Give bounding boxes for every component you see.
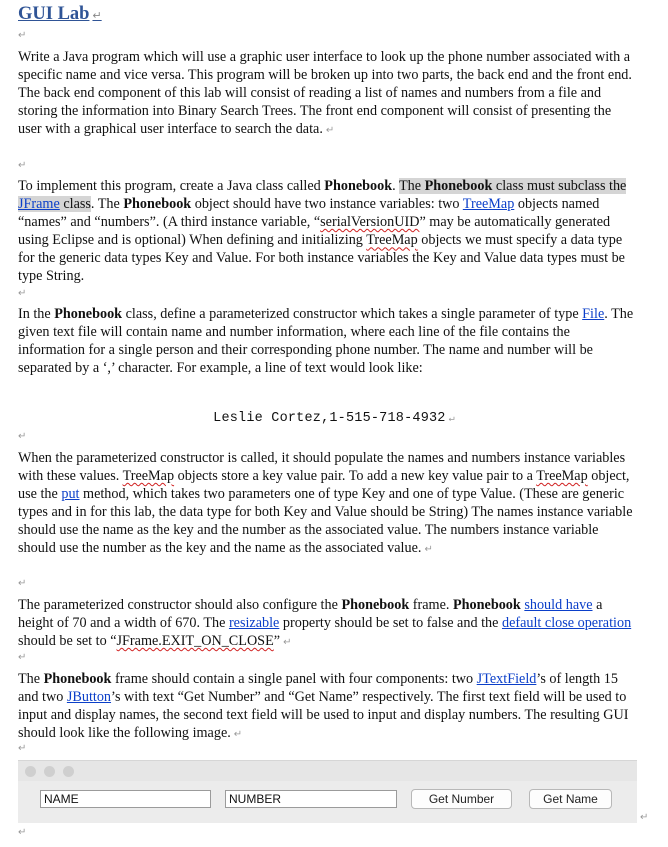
blank-paragraph: ↵ bbox=[18, 30, 27, 41]
paragraph-mark: ↵ bbox=[92, 10, 102, 22]
example-code-line: Leslie Cortez,1-515-718-4932 ↵ bbox=[213, 411, 455, 426]
jframe-link[interactable]: JFrame bbox=[18, 196, 60, 213]
jtextfield-link[interactable]: JTextField bbox=[476, 671, 537, 687]
put-link[interactable]: put bbox=[61, 486, 80, 503]
maximize-window-icon[interactable] bbox=[63, 766, 74, 777]
close-window-icon[interactable] bbox=[25, 766, 36, 777]
default-close-operation-link[interactable]: default close operation bbox=[501, 615, 632, 632]
blank-paragraph: ↵ bbox=[18, 288, 27, 299]
highlighted-requirement: The Phonebook class must subclass the JFrame class bbox=[18, 178, 627, 213]
paragraph-mark: ↵ bbox=[640, 812, 649, 823]
name-text-field[interactable]: NAME bbox=[40, 790, 211, 808]
blank-paragraph: ↵ bbox=[18, 578, 27, 589]
populate-paragraph: When the parameterized constructor is called, it should populate the names and numbers instance variables with these values. TreeMap objects store a key value pair. To add a new key value pair to a TreeMap object, use the put method, which takes two parameters one of type Key and one of type Value. (These are generic types and in for this lab, the data type for both Key and Value should be String) The names instance variable should use the name as the key and the number as the associated value. The numbers instance variable should use the number as the key and the name as the associated value. ↵ bbox=[18, 450, 633, 557]
implementation-paragraph: To implement this program, create a Java class called Phonebook. The Phonebook class must subclass the JFrame class. The Phonebook object should have two instance variables: two TreeMap objects named “names” and “numbers”. (A third instance variable, “serialVersionUID” may be automatically generated using Eclipse and is optional) When defining and initializing TreeMap objects we must specify a data type for the generic data types Key and Value. For both instance variables the Key and Value data types must be type String. bbox=[18, 178, 627, 285]
frame-config-paragraph: The parameterized constructor should also configure the Phonebook frame. Phonebook should have a height of 70 and a width of 670. The resizable property should be set to false and the default close operation should be set to “JFrame.EXIT_ON_CLOSE” ↵ bbox=[18, 597, 632, 650]
document-title bbox=[18, 4, 102, 25]
blank-paragraph: ↵ bbox=[18, 431, 27, 442]
minimize-window-icon[interactable] bbox=[44, 766, 55, 777]
jbutton-link[interactable]: JButton bbox=[66, 689, 112, 706]
file-link[interactable]: File bbox=[582, 306, 605, 322]
should-have-link[interactable]: should have bbox=[524, 597, 593, 613]
resizable-link[interactable]: resizable bbox=[228, 615, 280, 632]
panel-paragraph: The Phonebook frame should contain a single panel with four components: two JTextField’s of length 15 and two JButton’s with text “Get Number” and “Get Name” respectively. The first text field will be used to input and display names, the second text field will be used to input and display numbers. The resulting GUI should look like the following image. ↵ bbox=[18, 671, 629, 742]
get-number-button[interactable]: Get Number bbox=[411, 789, 512, 809]
constructor-paragraph: In the Phonebook class, define a parameterized constructor which takes a single parameter of type File. The given text file will contain name and number information, where each line of the file contains the information for a single person and their corresponding phone number. The name and number will be separated by a ‘,’ character. For example, a line of text would look like: bbox=[18, 306, 634, 377]
treemap-link[interactable]: TreeMap bbox=[462, 196, 515, 213]
blank-paragraph: ↵ bbox=[18, 160, 27, 171]
title-text: GUI Lab bbox=[18, 4, 90, 24]
get-name-button[interactable]: Get Name bbox=[529, 789, 612, 809]
window-titlebar bbox=[18, 761, 637, 781]
blank-paragraph: ↵ bbox=[18, 652, 27, 663]
intro-paragraph: Write a Java program which will use a graphic user interface to look up the phone number associated with a specific name and vice versa. This program will be broken up into two parts, the back end and the front end. The back end component of this lab will consist of reading a list of names and numbers from a file and storing the information into Binary Search Trees. The front end component will consist of presenting the user with a graphical user interface to search the data. ↵ bbox=[18, 49, 632, 138]
blank-paragraph: ↵ bbox=[18, 827, 27, 838]
number-text-field[interactable]: NUMBER bbox=[225, 790, 397, 808]
blank-paragraph: ↵ bbox=[18, 743, 27, 754]
gui-screenshot bbox=[18, 760, 637, 823]
